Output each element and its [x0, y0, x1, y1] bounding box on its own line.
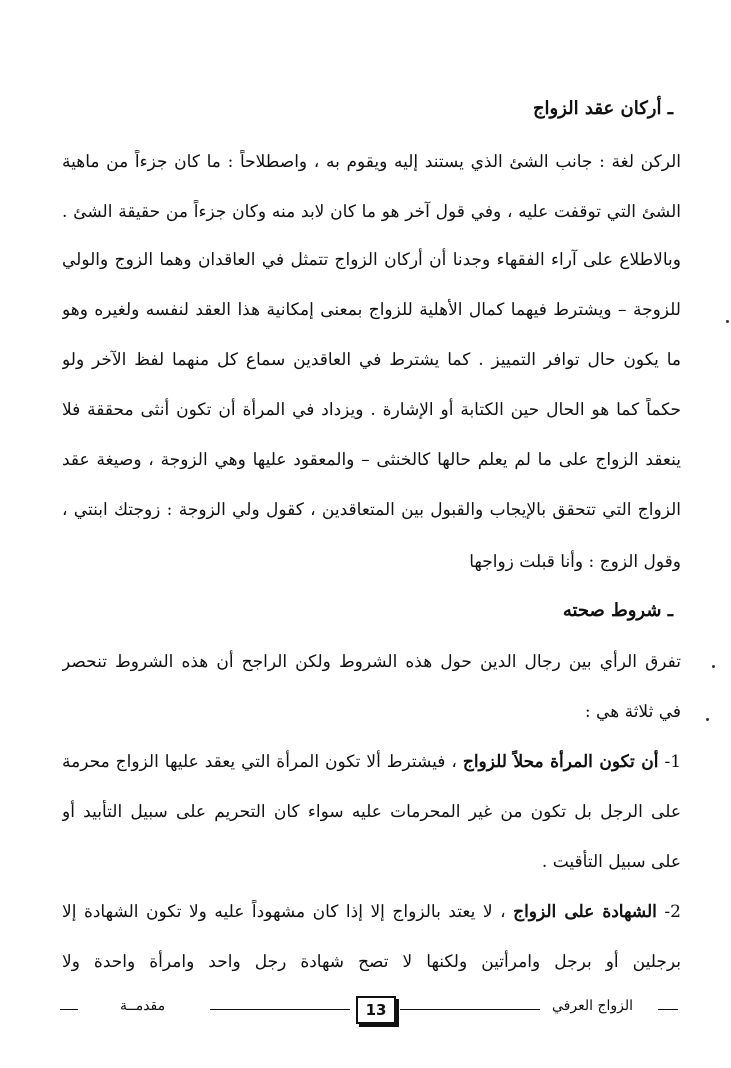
paragraph-line: ما يكون حال توافر التمييز . كما يشترط في العاقدين سماع كل منهما لفظ الآخر ولو — [62, 350, 681, 370]
paragraph-line: وقول الزوج : وأنا قبلت زواجها — [469, 552, 681, 572]
paragraph-line: حكماً كما هو الحال حين الكتابة أو الإشارة . ويزداد في المرأة أن تكون أنثى محققة فلا — [62, 400, 681, 420]
chapter-title: مقدمــة — [120, 998, 166, 1014]
list-number: 1- — [664, 752, 681, 772]
page-footer — [60, 996, 680, 1024]
list-item-text: ، لا يعتد بالزواج إلا إذا كان مشهوداً عليه ولا تكون الشهادة إلا — [62, 902, 514, 922]
paragraph-line: على الرجل بل تكون من غير المحرمات عليه سواء كان التحريم على سبيل التأبيد أو — [62, 802, 681, 822]
list-item-2 — [62, 900, 681, 924]
paragraph-line: ينعقد الزواج على ما لم يعلم حالها كالخنثى – والمعقود عليها وهي الزوجة ، وصيغة عقد — [62, 450, 681, 470]
book-title: الزواج العرفي — [552, 998, 634, 1014]
paragraph-line: الشئ التي توقفت عليه ، وفي قول آخر هو ما كان لابد منه وكان جزءاً من حقيقة الشئ . — [62, 202, 681, 222]
paragraph-line: وبالاطلاع على آراء الفقهاء وجدنا أن أركان الزواج تتمثل في العاقدان وهما الزوج والولي — [62, 250, 681, 270]
section-heading-conditions: ـ شروط صحته — [562, 600, 673, 621]
list-item-text: ، فيشترط ألا تكون المرأة التي يعقد عليها الزواج محرمة — [62, 752, 463, 772]
section-heading-pillars: ـ أركان عقد الزواج — [532, 98, 673, 119]
paragraph-line: على سبيل التأقيت . — [541, 852, 681, 872]
footer-rule — [658, 1009, 678, 1010]
footer-rule — [400, 1009, 540, 1010]
paragraph-line: في ثلاثة هي : — [584, 702, 681, 722]
scan-speck — [726, 320, 729, 323]
list-item-title: الشهادة على الزواج — [513, 902, 657, 922]
paragraph-line: تفرق الرأي بين رجال الدين حول هذه الشروط ولكن الراجح أن هذه الشروط تنحصر — [62, 652, 681, 672]
paragraph-line: الركن لغة : جانب الشئ الذي يستند إليه ويقوم به ، واصطلاحاً : ما كان جزءاً من ماهية — [62, 152, 681, 172]
scan-speck — [712, 665, 715, 668]
footer-rule — [210, 1009, 350, 1010]
scan-speck — [706, 718, 709, 721]
footer-rule — [60, 1009, 78, 1010]
paragraph-line: برجلين أو برجل وامرأتين ولكنها لا تصح شهادة رجل واحد وامرأة واحدة ولا — [62, 952, 681, 972]
page-number: 13 — [356, 996, 396, 1024]
list-item-title: أن تكون المرأة محلاً للزواج — [462, 752, 659, 772]
paragraph-line: الزواج التي تتحقق بالإيجاب والقبول بين المتعاقدين ، كقول ولي الزوجة : زوجتك ابنتي ، — [62, 500, 681, 520]
list-item-1 — [62, 750, 681, 774]
paragraph-line: للزوجة – ويشترط فيهما كمال الأهلية للزواج بمعنى إمكانية هذا العقد لنفسه ولغيره وهو — [62, 300, 681, 320]
list-number: 2- — [664, 902, 681, 922]
